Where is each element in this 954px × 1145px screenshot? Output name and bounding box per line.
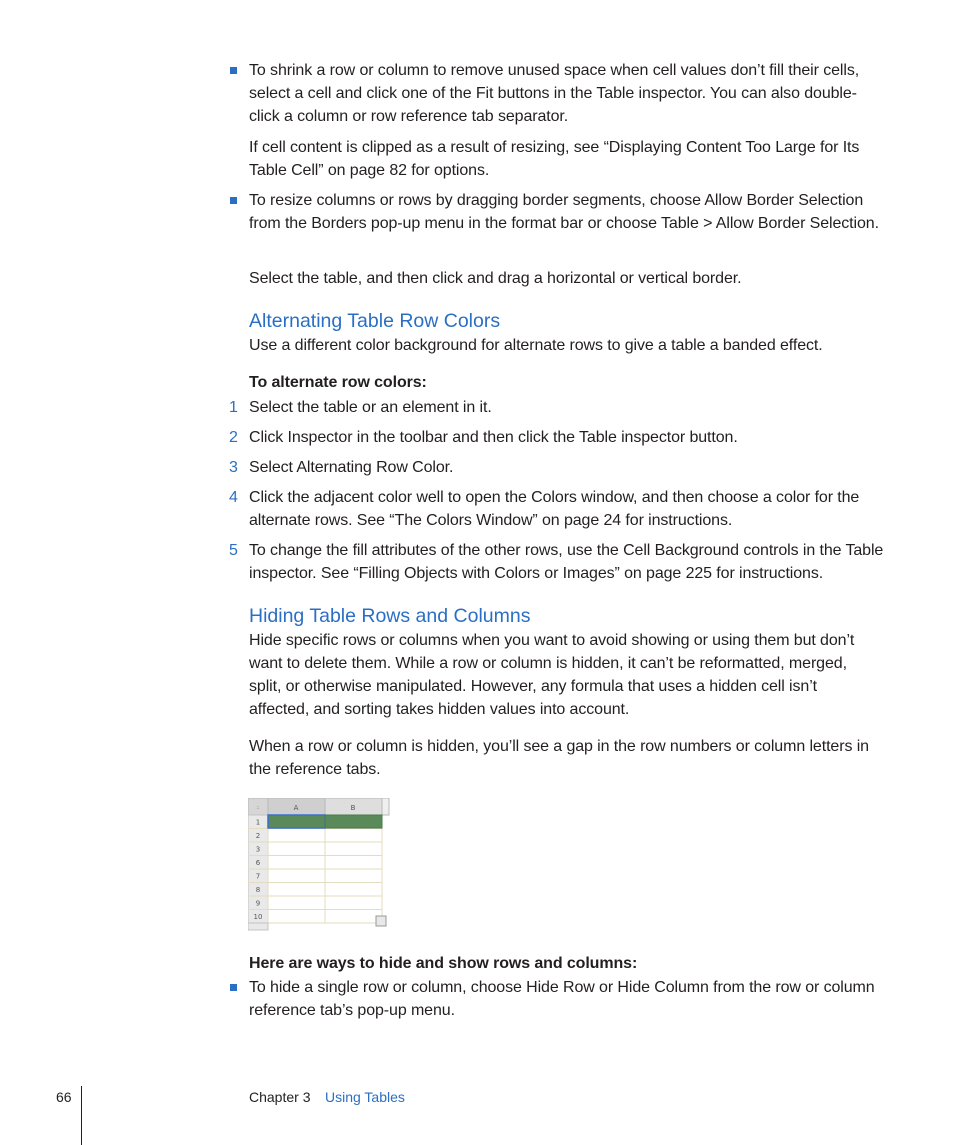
bullet-marker (230, 67, 237, 74)
table-figure-svg (248, 798, 390, 931)
bullet-text-hide: To hide a single row or column, choose Hide Row or Hide Column from the row or column reference tab’s pop-up menu. (249, 979, 875, 1019)
step-text: Click the adjacent color well to open the Colors window, and then choose a color for the alternate rows. See “The Colors Window” on page 24 for instructions. (249, 489, 860, 529)
section-paragraph-gap: When a row or column is hidden, you’ll see a gap in the row numbers or column letters in the reference tabs. (249, 738, 869, 778)
row-number-label[interactable]: 7 (255, 872, 261, 881)
footer-chapter: Chapter 3 (249, 1089, 311, 1105)
row-number-label[interactable]: 10 (253, 913, 263, 921)
row-number-label[interactable]: 8 (255, 886, 261, 894)
bullet-subtext-drag: Select the table, and then click and drag a horizontal or vertical border. (249, 270, 742, 287)
svg-text:::: :: (256, 805, 260, 811)
row-number-label[interactable]: 6 (255, 859, 261, 867)
footer-rule (81, 1086, 82, 1145)
step-text: Select Alternating Row Color. (249, 459, 454, 476)
footer-chapter-title: Using Tables (325, 1089, 405, 1105)
step-number: 1 (229, 399, 238, 416)
step-number: 3 (229, 459, 238, 476)
section-heading-alternating: Alternating Table Row Colors (249, 310, 501, 332)
selected-cell-a1[interactable] (268, 815, 325, 828)
step-number: 4 (229, 489, 238, 506)
bullet-subtext-clipped: If cell content is clipped as a result of resizing, see “Displaying Content Too Large for Its Table Cell” on page 82 for options. (249, 139, 860, 179)
bullet-text-resize: To resize columns or rows by dragging border segments, choose Allow Border Selection from the Borders pop-up menu in the format bar or choose Table > Allow Border Selection. (249, 192, 879, 232)
ways-label: Here are ways to hide and show rows and columns: (249, 955, 638, 972)
table-figure (248, 798, 390, 931)
step-text: To change the fill attributes of the other rows, use the Cell Background controls in the Table inspector. See “Filling Objects with Colors or Images” on page 225 for instructions. (249, 542, 884, 582)
cell-b1[interactable] (325, 815, 382, 828)
column-header-b-label: B (350, 804, 356, 812)
bullet-marker (230, 197, 237, 204)
column-header-a-label: A (293, 804, 299, 812)
row-number-label[interactable]: 3 (255, 845, 261, 854)
step-text: Click Inspector in the toolbar and then click the Table inspector button. (249, 429, 738, 446)
row-number-label[interactable]: 1 (255, 818, 261, 827)
step-number: 2 (229, 429, 238, 446)
step-number: 5 (229, 542, 238, 559)
task-label: To alternate row colors: (249, 374, 427, 391)
row-number-label[interactable]: 9 (255, 899, 261, 908)
step-text: Select the table or an element in it. (249, 399, 492, 416)
bullet-marker (230, 984, 237, 991)
section-paragraph-hiding: Hide specific rows or columns when you want to avoid showing or using them but don’t want to delete them. While a row or column is hidden, it can’t be reformatted, merged, split, or otherwise manipulated. However, any formula that uses a hidden cell isn’t affected, and sorting takes hidden values into account. (249, 632, 855, 718)
resize-handle[interactable] (376, 916, 386, 926)
row-number-label[interactable]: 2 (255, 832, 261, 840)
bullet-text-fit: To shrink a row or column to remove unused space when cell values don’t fill their cells, select a cell and click one of the Fit buttons in the Table inspector. You can also double-click a column or row reference tab separator. (249, 62, 860, 125)
page-number: 66 (56, 1089, 72, 1105)
section-intro-alternating: Use a different color background for alternate rows to give a table a banded effect. (249, 337, 823, 354)
section-heading-hiding: Hiding Table Rows and Columns (249, 605, 531, 627)
